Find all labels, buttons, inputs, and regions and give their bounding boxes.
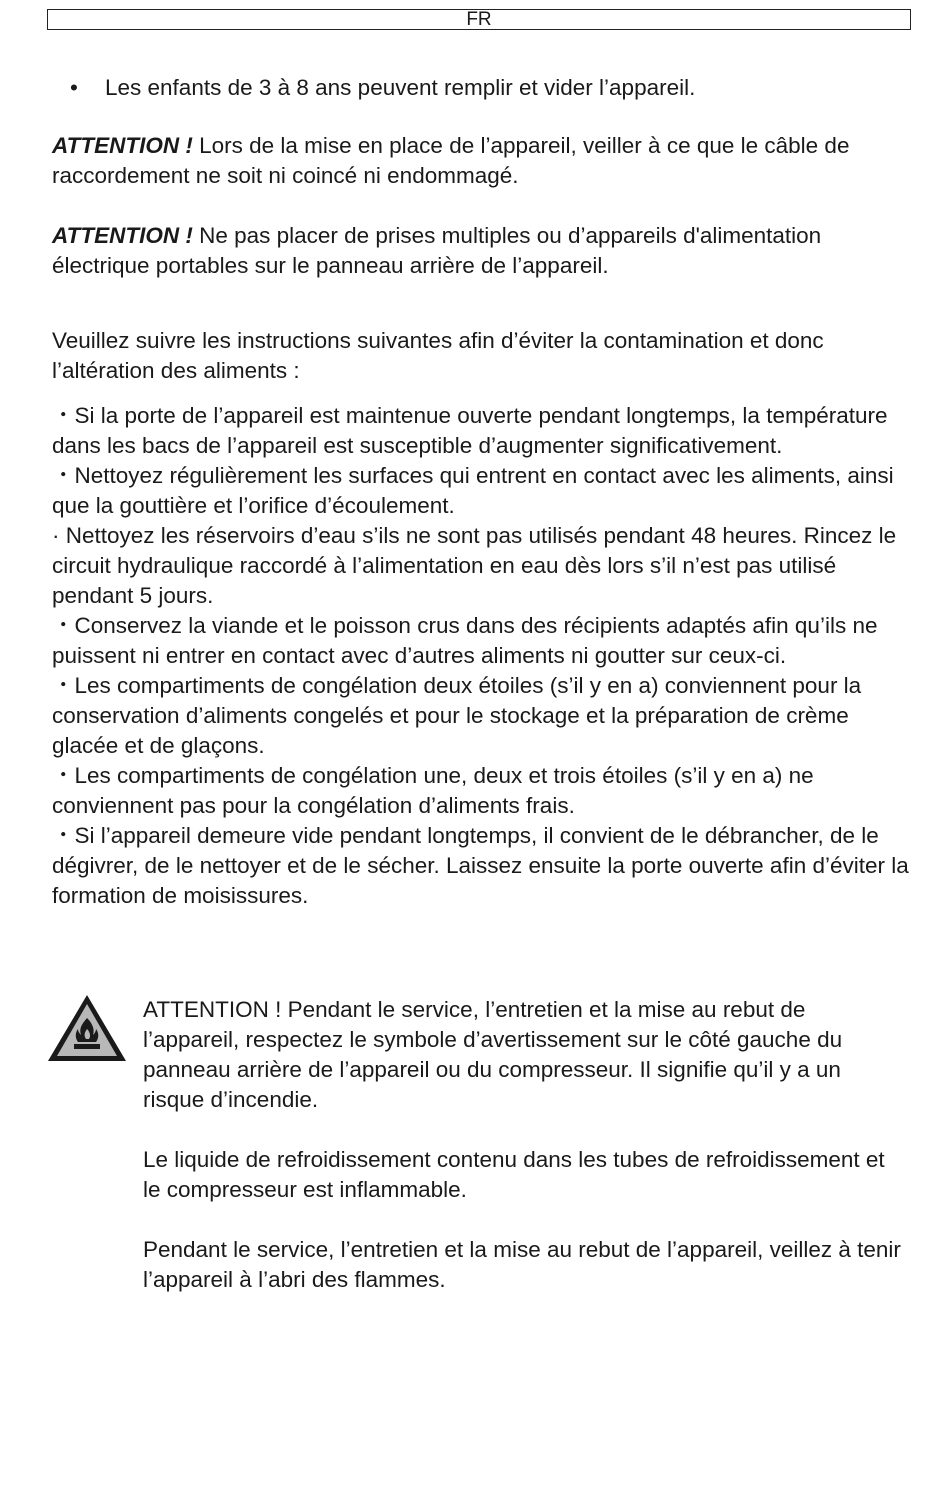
warning-power-strips <box>52 221 912 281</box>
list-item: · Nettoyez les réservoirs d’eau s’ils ne sont pas utilisés pendant 48 heures. Rincez le circuit hydraulique raccordé à l’alimentation en eau dès lors s’il n’est pas utilisé pendant 5 jours. <box>52 523 897 608</box>
instructions-list <box>52 401 912 911</box>
language-code: FR <box>466 9 492 30</box>
page-header <box>47 9 911 30</box>
refrigerant-paragraph: Le liquide de refroidissement contenu dans les tubes de refroidissement et le compresseur est inflammable. <box>143 1147 885 1202</box>
bullet-marker: • <box>70 75 78 100</box>
warning-cable <box>52 131 912 191</box>
list-item: ・Si l’appareil demeure vide pendant longtemps, il convient de le débrancher, de le dégivrer, de le nettoyer et de le sécher. Laissez ensuite la porte ouverte afin d’éviter la formation de moisissures. <box>52 823 909 908</box>
intro-bullet-item <box>70 73 910 103</box>
list-item: ・Les compartiments de congélation deux étoiles (s’il y en a) conviennent pour la conservation d’aliments congelés et pour le stockage et la préparation de crème glacée et de glaçons. <box>52 673 862 758</box>
instructions-intro: Veuillez suivre les instructions suivantes afin d’éviter la contamination et donc l’altération des aliments : <box>52 328 824 383</box>
list-item: ・Les compartiments de congélation une, deux et trois étoiles (s’il y en a) ne conviennent pas pour la congélation d’aliments frais. <box>52 763 814 818</box>
warning-text: Lors de la mise en place de l’appareil, veiller à ce que le câble de raccordement ne soit ni coincé ni endommagé. <box>52 133 850 188</box>
flame-safety-paragraph: Pendant le service, l’entretien et la mise au rebut de l’appareil, veillez à tenir l’appareil à l’abri des flammes. <box>143 1237 901 1292</box>
list-item: ・Conservez la viande et le poisson crus dans des récipients adaptés afin qu’ils ne puissent ni entrer en contact avec d’autres aliments ni goutter sur ceux-ci. <box>52 613 878 668</box>
list-item: ・Si la porte de l’appareil est maintenue ouverte pendant longtemps, la température dans les bacs de l’appareil est susceptible d’augmenter significativement. <box>52 403 888 458</box>
list-item: ・Nettoyez régulièrement les surfaces qui entrent en contact avec les aliments, ainsi que la gouttière et l’orifice d’écoulement. <box>52 463 894 518</box>
fire-warning-paragraph: ATTENTION ! Pendant le service, l’entretien et la mise au rebut de l’appareil, respectez le symbole d’avertissement sur le côté gauche du panneau arrière de l’appareil ou du compresseur. Il signifie qu’il y a un risque d’incendie. <box>143 997 843 1112</box>
warning-label: ATTENTION ! <box>52 133 193 158</box>
intro-bullet-text: Les enfants de 3 à 8 ans peuvent remplir et vider l’appareil. <box>105 75 696 100</box>
flammable-warning-icon <box>45 992 129 1064</box>
warning-text: Ne pas placer de prises multiples ou d’appareils d'alimentation électrique portables sur le panneau arrière de l’appareil. <box>52 223 822 278</box>
warning-label: ATTENTION ! <box>52 223 193 248</box>
